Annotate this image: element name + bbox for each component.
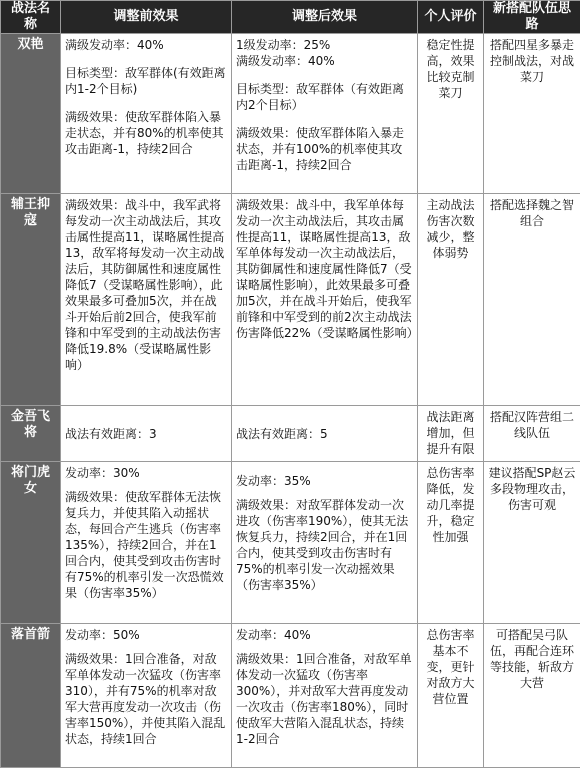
table-row (1, 34, 580, 194)
after-effect: 满级效果：对敌军群体发动一次进攻（伤害率190%），使其无法恢复兵力，持续2回合，并在1回合内，使其受到攻击伤害时有75%的机率引发一次动摇效果（伤害率35%） (236, 497, 413, 593)
header-personal-review: 个人评价 (418, 1, 484, 34)
after-rate: 发动率：35% (236, 473, 413, 489)
before-effect-cell (61, 194, 232, 406)
after-effect-cell (232, 462, 418, 624)
personal-review: 总伤害率降低，发动几率提升，稳定性加强 (418, 462, 484, 624)
after-effect: 满级效果：战斗中，我军单体每发动一次主动战法后，其攻击属性提高11，谋略属性提高13，敌军单体每发动一次主动战法后，其防御属性和速度属性降低7（受谋略属性影响），此效果最多可叠加5次，并在战斗开始后，使我军前锋和中军受到的前2次主动战法伤害降低22%（受谋略属性影响） (236, 197, 413, 341)
table-row (1, 406, 580, 462)
table-row (1, 194, 580, 406)
personal-review: 稳定性提高，效果比较克制菜刀 (418, 34, 484, 194)
after-effect-cell (232, 194, 418, 406)
after-effect-cell (232, 34, 418, 194)
strategy-name: 将门虎女 (1, 462, 61, 624)
before-rate: 发动率：30% (65, 465, 227, 481)
before-effect: 满级效果：使敌军群体陷入暴走状态，并有80%的机率使其攻击距离-1，持续2回合 (65, 109, 227, 157)
before-effect: 满级效果：使敌军群体无法恢复兵力，并使其陷入动摇状态，每回合产生逃兵（伤害率135%），持续2回合，并在1回合内，使其受到攻击伤害时有75%的机率引发一次恐慌效果（伤害率35%） (65, 489, 227, 601)
header-before-effect: 调整前效果 (61, 1, 232, 34)
before-rate: 满级发动率：40% (65, 37, 227, 53)
after-effect: 满级效果：使敌军群体陷入暴走状态，并有100%的机率使其攻击距离-1，持续2回合 (236, 125, 413, 173)
after-target: 目标类型：敌军群体（有效距离内2个目标） (236, 81, 413, 113)
before-range: 战法有效距离：3 (65, 426, 227, 442)
before-effect-cell (61, 462, 232, 624)
header-team-idea: 新搭配队伍思路 (484, 1, 580, 34)
team-idea: 可搭配吴弓队伍，再配合连环等技能，斩敌方大营 (484, 624, 580, 768)
header-strategy-name: 战法名称 (1, 1, 61, 34)
before-effect-cell (61, 34, 232, 194)
team-idea: 建议搭配SP赵云多段物理攻击，伤害可观 (484, 462, 580, 624)
after-effect: 满级效果：1回合准备，对敌军单体发动一次猛攻（伤害率300%），并对敌军大营再度发动一次攻击（伤害率180%），同时使敌军大营陷入混乱状态，持续1-2回合 (236, 651, 413, 747)
after-rate-lv1: 1级发动率：25% (236, 37, 413, 53)
before-rate: 发动率：50% (65, 627, 227, 643)
table-header-row (1, 1, 580, 34)
after-effect-cell (232, 406, 418, 462)
personal-review: 总伤害率基本不变，更针对敌方大营位置 (418, 624, 484, 768)
personal-review: 主动战法伤害次数减少，整体弱势 (418, 194, 484, 406)
before-effect: 满级效果：战斗中，我军武将每发动一次主动战法后，其攻击属性提高11，谋略属性提高13，敌军将每发动一次主动战法后，其防御属性和速度属性降低7（受谋略属性影响），此效果最多可叠加5次，并在战斗开始后前2回合，使我军前锋和中军受到的主动战法伤害降低19.8%（受谋略属性影响） (65, 197, 227, 373)
strategy-name: 金吾飞将 (1, 406, 61, 462)
team-idea: 搭配选择魏之智组合 (484, 194, 580, 406)
before-effect-cell (61, 624, 232, 768)
table-row (1, 624, 580, 768)
after-range: 战法有效距离：5 (236, 426, 413, 442)
personal-review: 战法距离增加，但提升有限 (418, 406, 484, 462)
strategy-name: 辅王抑寇 (1, 194, 61, 406)
after-effect-cell (232, 624, 418, 768)
header-after-effect: 调整后效果 (232, 1, 418, 34)
strategy-name: 双艳 (1, 34, 61, 194)
before-target: 目标类型：敌军群体(有效距离内1-2个目标) (65, 65, 227, 97)
team-idea: 搭配四星多暴走控制战法，对战菜刀 (484, 34, 580, 194)
team-idea: 搭配汉阵营组二线队伍 (484, 406, 580, 462)
strategy-name: 落首箭 (1, 624, 61, 768)
before-effect-cell (61, 406, 232, 462)
after-rate-max: 满级发动率：40% (236, 53, 413, 69)
after-rate: 发动率：40% (236, 627, 413, 643)
before-effect: 满级效果：1回合准备，对敌军单体发动一次猛攻（伤害率310），并有75%的机率对敌军大营再度发动一次攻击（伤害率150%），并使其陷入混乱状态，持续1回合 (65, 651, 227, 747)
table-row (1, 462, 580, 624)
